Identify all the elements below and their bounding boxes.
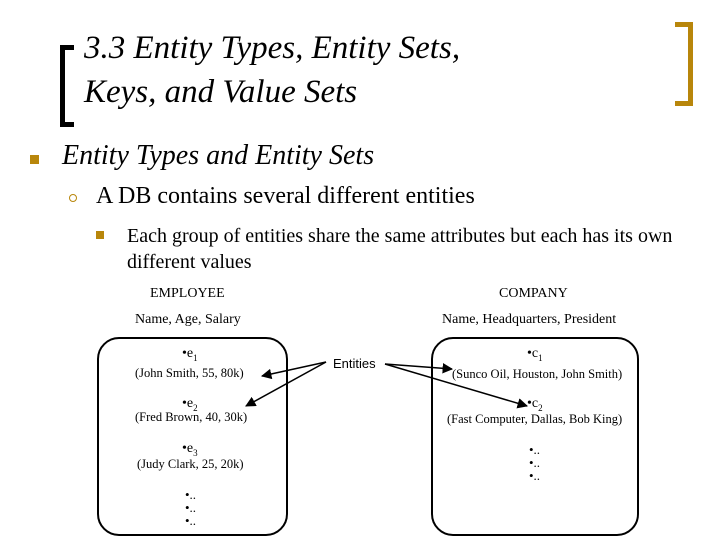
arrow-to-c2 [385,364,527,406]
entity-e1-letter: e [186,346,194,361]
entity-bullet: • [527,346,532,361]
arrow-to-e2 [246,362,326,406]
entity-c1-subscript: 1 [538,352,543,363]
entity-bullet: • [182,346,187,361]
entities-label: Entities [333,356,376,371]
entity-c1-value: (Sunco Oil, Houston, John Smith) [452,367,623,381]
employee-type-name: EMPLOYEE [150,286,225,301]
slide-title-line-1: 3.3 Entity Types, Entity Sets, [84,30,461,66]
entity-c2-letter: c [531,396,539,411]
company-type-name: COMPANY [499,286,568,301]
entity-e2-letter: e [186,396,194,411]
entity-e2-subscript: 2 [193,402,198,413]
entity-e1-subscript: 1 [193,352,198,363]
bullet-level-1: Entity Types and Entity Sets [62,140,375,171]
employee-ellipsis-2: •.. [185,500,197,515]
company-ellipsis-2: •.. [529,455,541,470]
entity-e2-value: (Fred Brown, 40, 30k) [135,410,248,424]
arrow-to-e1 [262,362,326,376]
employee-attributes: Name, Age, Salary [135,312,241,327]
bullet-level-3: Each group of entities share the same attributes but each has its own different values [127,225,673,273]
entity-bullet: • [182,396,187,411]
company-ellipsis-3: •.. [529,468,541,483]
employee-ellipsis-1: •.. [185,487,197,502]
entity-e3-letter: e [186,441,194,456]
slide-title-line-2: Keys, and Value Sets [84,74,358,110]
entity-c2-value: (Fast Computer, Dallas, Bob King) [447,412,623,426]
company-attributes: Name, Headquarters, President [442,312,617,327]
employee-ellipsis-3: •.. [185,513,197,528]
entity-bullet: • [527,396,532,411]
company-ellipsis-1: •.. [529,442,541,457]
entity-e3-value: (Judy Clark, 25, 20k) [137,457,244,471]
entity-e1-value: (John Smith, 55, 80k) [135,366,244,380]
entity-c2-subscript: 2 [538,402,543,413]
entity-e3-subscript: 3 [193,447,198,458]
entity-bullet: • [182,441,187,456]
bullet-level-2: A DB contains several different entities [96,183,475,209]
entity-c1-letter: c [531,346,539,361]
